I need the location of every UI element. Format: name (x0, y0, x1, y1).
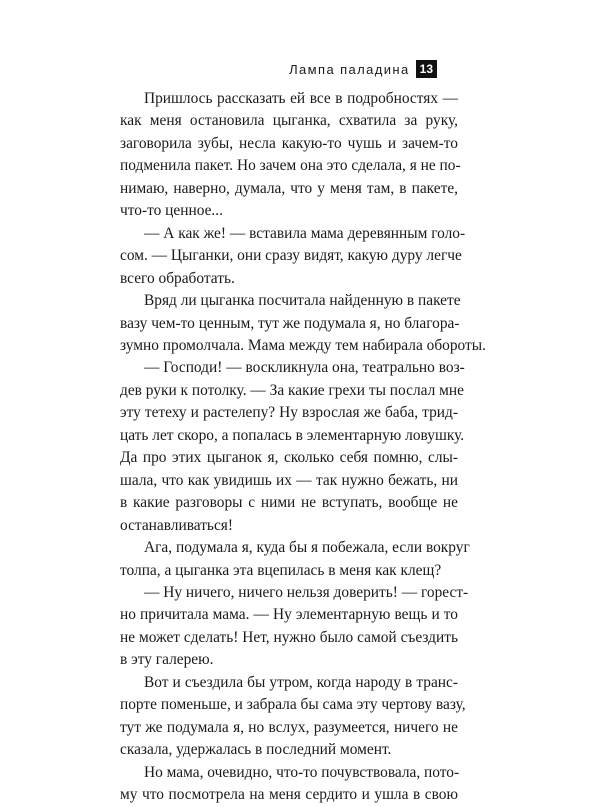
text-line: цать лет скоро, а попалась в элементарную ловушку. (120, 426, 465, 444)
text-line: в какие разговоры с ними не вступать, вообще не (120, 494, 458, 512)
text-line: сом. — Цыганки, они сразу видят, какую дуру легче (120, 247, 462, 265)
text-line: нимаю, наверно, думала, что у меня там, в пакете, (120, 179, 458, 197)
text-line: останавливаться! (120, 516, 233, 534)
running-title: Лампа паладина (289, 61, 410, 77)
text-line: как меня остановила цыганка, схватила за руку, (120, 112, 458, 130)
text-line: — Ну ничего, ничего нельзя доверить! — горест- (144, 583, 469, 601)
text-line: но причитала мама. — Ну элементарную вещь и то (120, 606, 458, 624)
page-header (289, 60, 437, 78)
text-line: му что посмотрела на меня сердито и ушла в свою (120, 786, 458, 804)
text-line: — А как же! — вставила мама деревянным голо- (144, 224, 466, 242)
text-line: Ага, подумала я, куда бы я побежала, если вокруг (144, 539, 470, 557)
body-text (120, 88, 486, 807)
text-line: — Господи! — воскликнула она, театрально воз- (144, 359, 465, 377)
text-line: дев руки к потолку. — За какие грехи ты послал мне (120, 381, 464, 399)
text-line: порте поменьше, и забрала бы сама эту чертову вазу, (120, 696, 466, 714)
text-line: Да про этих цыганок я, сколько себя помню, слы- (120, 449, 458, 467)
text-line: Вот и съездила бы утром, когда народу в транс- (144, 673, 458, 691)
text-line: заговорила зубы, несла какую-то чушь и зачем-то (120, 134, 458, 152)
text-line: шала, что как увидишь их — так нужно бежать, ни (120, 471, 458, 489)
text-line: не может сделать! Нет, нужно было самой съездить (120, 628, 458, 646)
page-number: 13 (416, 60, 437, 78)
text-line: тут же подумала я, но вслух, разумеется, ничего не (120, 718, 458, 736)
text-line: Но мама, очевидно, что-то почувствовала, пото- (144, 763, 460, 781)
text-line: в эту галерею. (120, 651, 214, 669)
text-line: что-то ценное... (120, 202, 223, 220)
text-line: Вряд ли цыганка посчитала найденную в пакете (144, 292, 461, 310)
text-line: вазу чем-то ценным, тут же подумала я, но благора- (120, 314, 460, 332)
text-line: подменила пакет. Но зачем она это сделала, я не по- (120, 157, 461, 175)
text-line: зумно промолчала. Мама между тем набирала обороты. (120, 336, 486, 354)
text-line: сказала, удержалась в последний момент. (120, 741, 392, 759)
text-line: эту тетеху и растелепу? Ну взрослая же баба, трид- (120, 404, 458, 422)
text-line: Пришлось рассказать ей все в подробностях — (144, 90, 458, 107)
text-line: всего обработать. (120, 269, 235, 287)
text-line: толпа, а цыганка эта вцепилась в меня как клещ? (120, 561, 442, 579)
